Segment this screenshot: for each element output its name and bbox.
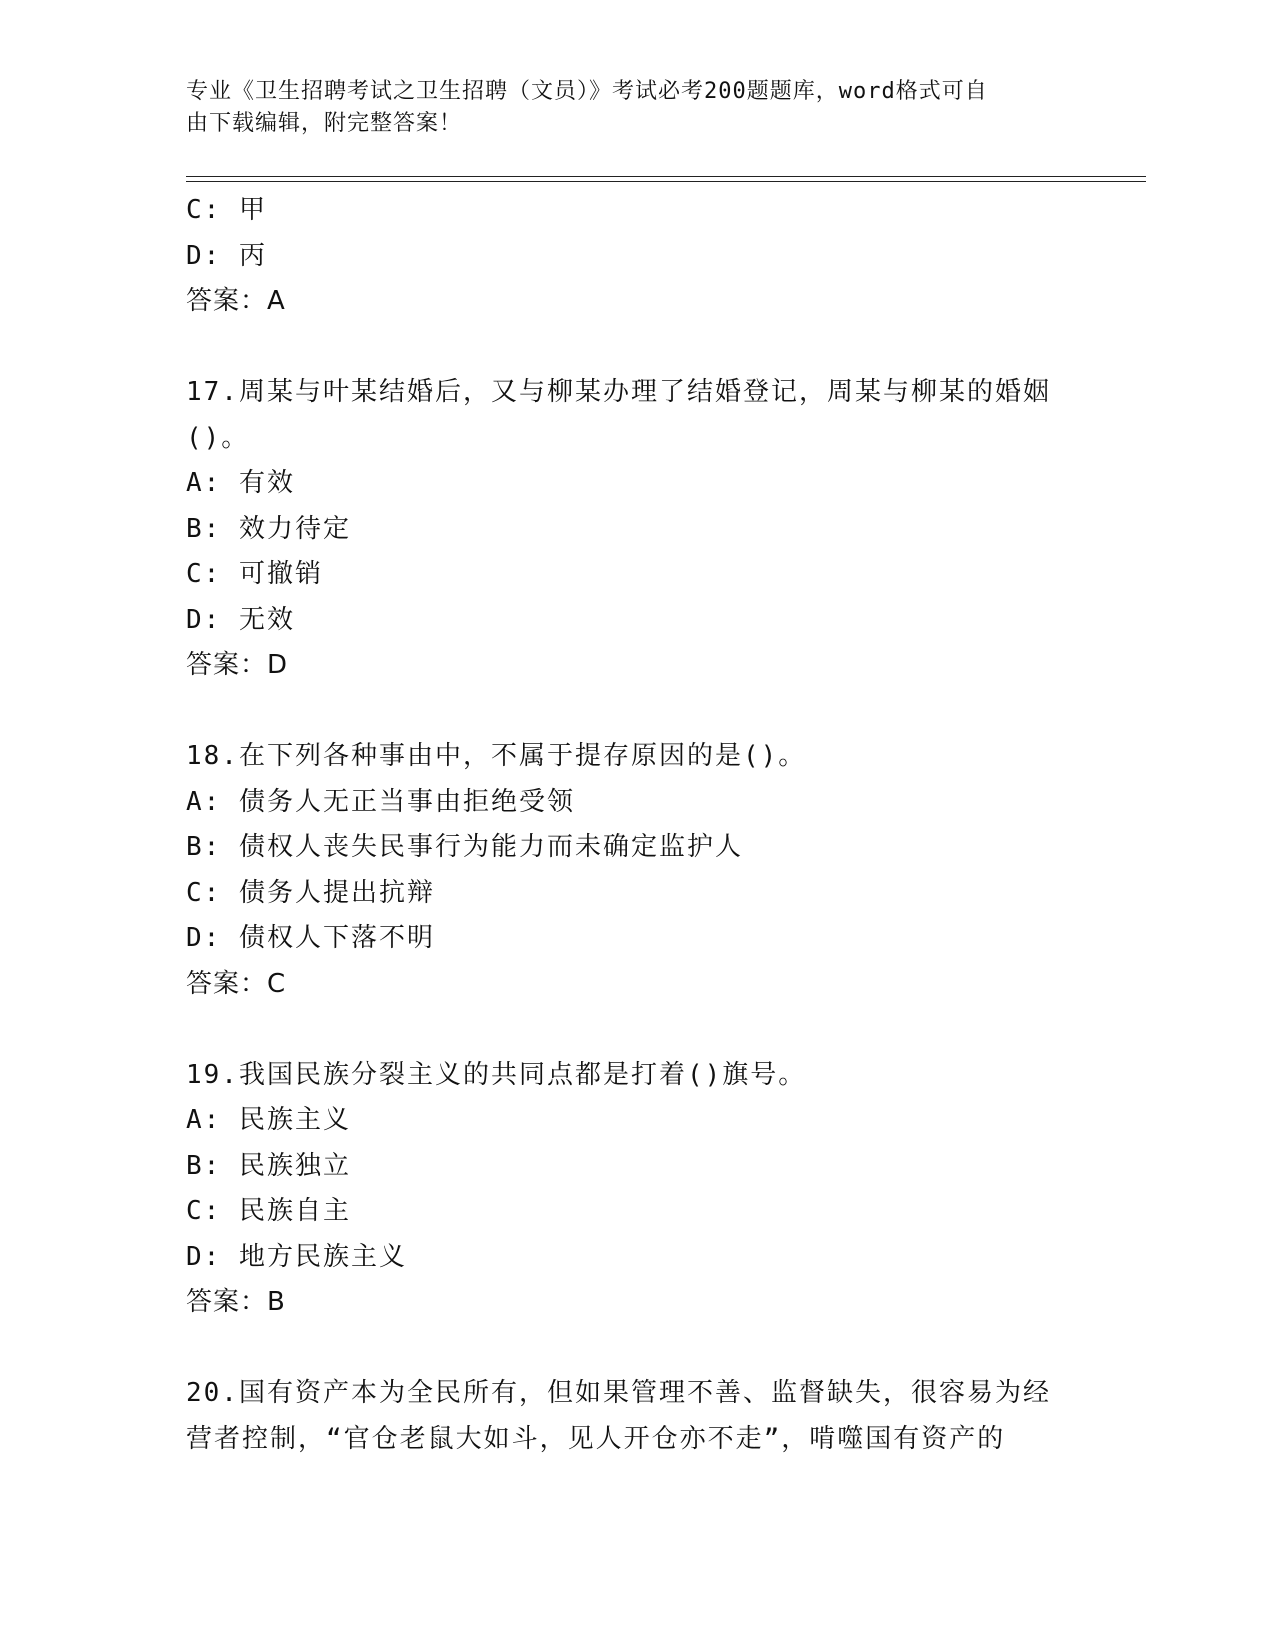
option-a xyxy=(186,1098,1086,1144)
option-text: 债权人下落不明 xyxy=(238,923,435,953)
question-content xyxy=(186,188,1086,1462)
option-b xyxy=(186,507,1086,553)
option-b xyxy=(186,825,1086,871)
answer-line: 答案：C xyxy=(186,968,287,999)
answer-line: 答案：A xyxy=(186,286,286,316)
option-b xyxy=(186,1144,1086,1190)
option-label: C: xyxy=(186,195,222,225)
option-label: B: xyxy=(186,513,222,544)
option-label: A: xyxy=(186,786,222,817)
option-label: D: xyxy=(186,923,222,953)
header-divider-bottom xyxy=(186,181,1146,182)
option-d xyxy=(186,234,1086,280)
option-label: C: xyxy=(186,559,222,589)
option-d xyxy=(186,1235,1086,1281)
option-d xyxy=(186,916,1086,962)
question-text-line: ()。 xyxy=(186,422,250,453)
option-label: D: xyxy=(186,240,222,271)
question-19 xyxy=(186,1053,1086,1326)
option-label: D: xyxy=(186,604,222,635)
option-text: 丙 xyxy=(238,240,267,271)
header-line-1: 专业《卫生招聘考试之卫生招聘（文员）》考试必考200题题库，word格式可自 xyxy=(186,79,988,104)
option-label: B: xyxy=(186,832,222,862)
question-text-line: 20.国有资产本为全民所有，但如果管理不善、监督缺失，很容易为经 xyxy=(186,1378,1051,1408)
option-a xyxy=(186,780,1086,826)
option-text: 效力待定 xyxy=(238,513,351,544)
option-text: 债务人无正当事由拒绝受领 xyxy=(238,786,575,817)
question-text-line: 17.周某与叶某结婚后，又与柳某办理了结婚登记，周某与柳某的婚姻 xyxy=(186,377,1051,407)
answer-line: 答案：B xyxy=(186,1287,286,1317)
question-16-continuation xyxy=(186,188,1086,325)
option-text: 地方民族主义 xyxy=(238,1241,407,1272)
page-header xyxy=(186,76,1066,140)
option-a xyxy=(186,461,1086,507)
spacer xyxy=(186,1326,1086,1372)
question-text-line: 营者控制，“官仓老鼠大如斗，见人开仓亦不走”，啃噬国有资产的 xyxy=(186,1423,1006,1454)
option-label: B: xyxy=(186,1150,222,1181)
question-18 xyxy=(186,734,1086,1007)
question-17 xyxy=(186,370,1086,689)
option-text: 债务人提出抗辩 xyxy=(238,877,435,908)
option-text: 可撤销 xyxy=(238,559,323,589)
spacer xyxy=(186,689,1086,735)
spacer xyxy=(186,325,1086,371)
option-label: C: xyxy=(186,1196,222,1226)
option-text: 民族独立 xyxy=(238,1150,351,1181)
question-text-line: 19.我国民族分裂主义的共同点都是打着()旗号。 xyxy=(186,1059,807,1090)
option-c xyxy=(186,188,1086,234)
answer-line: 答案：D xyxy=(186,650,289,680)
option-text: 甲 xyxy=(238,195,267,225)
option-c xyxy=(186,871,1086,917)
option-label: C: xyxy=(186,877,222,908)
option-label: D: xyxy=(186,1241,222,1272)
option-text: 民族主义 xyxy=(238,1105,351,1135)
option-d xyxy=(186,598,1086,644)
option-c xyxy=(186,1189,1086,1235)
question-text-line: 18.在下列各种事由中，不属于提存原因的是()。 xyxy=(186,741,807,771)
option-text: 有效 xyxy=(238,468,295,498)
option-c xyxy=(186,552,1086,598)
option-text: 民族自主 xyxy=(238,1196,351,1226)
option-text: 无效 xyxy=(238,604,295,635)
document-page xyxy=(186,0,1146,1650)
option-text: 债权人丧失民事行为能力而未确定监护人 xyxy=(238,832,743,862)
header-line-2: 由下载编辑，附完整答案！ xyxy=(186,111,463,136)
option-label: A: xyxy=(186,1105,222,1135)
spacer xyxy=(186,1007,1086,1053)
question-20 xyxy=(186,1371,1086,1462)
option-label: A: xyxy=(186,468,222,498)
header-divider-top xyxy=(186,176,1146,177)
